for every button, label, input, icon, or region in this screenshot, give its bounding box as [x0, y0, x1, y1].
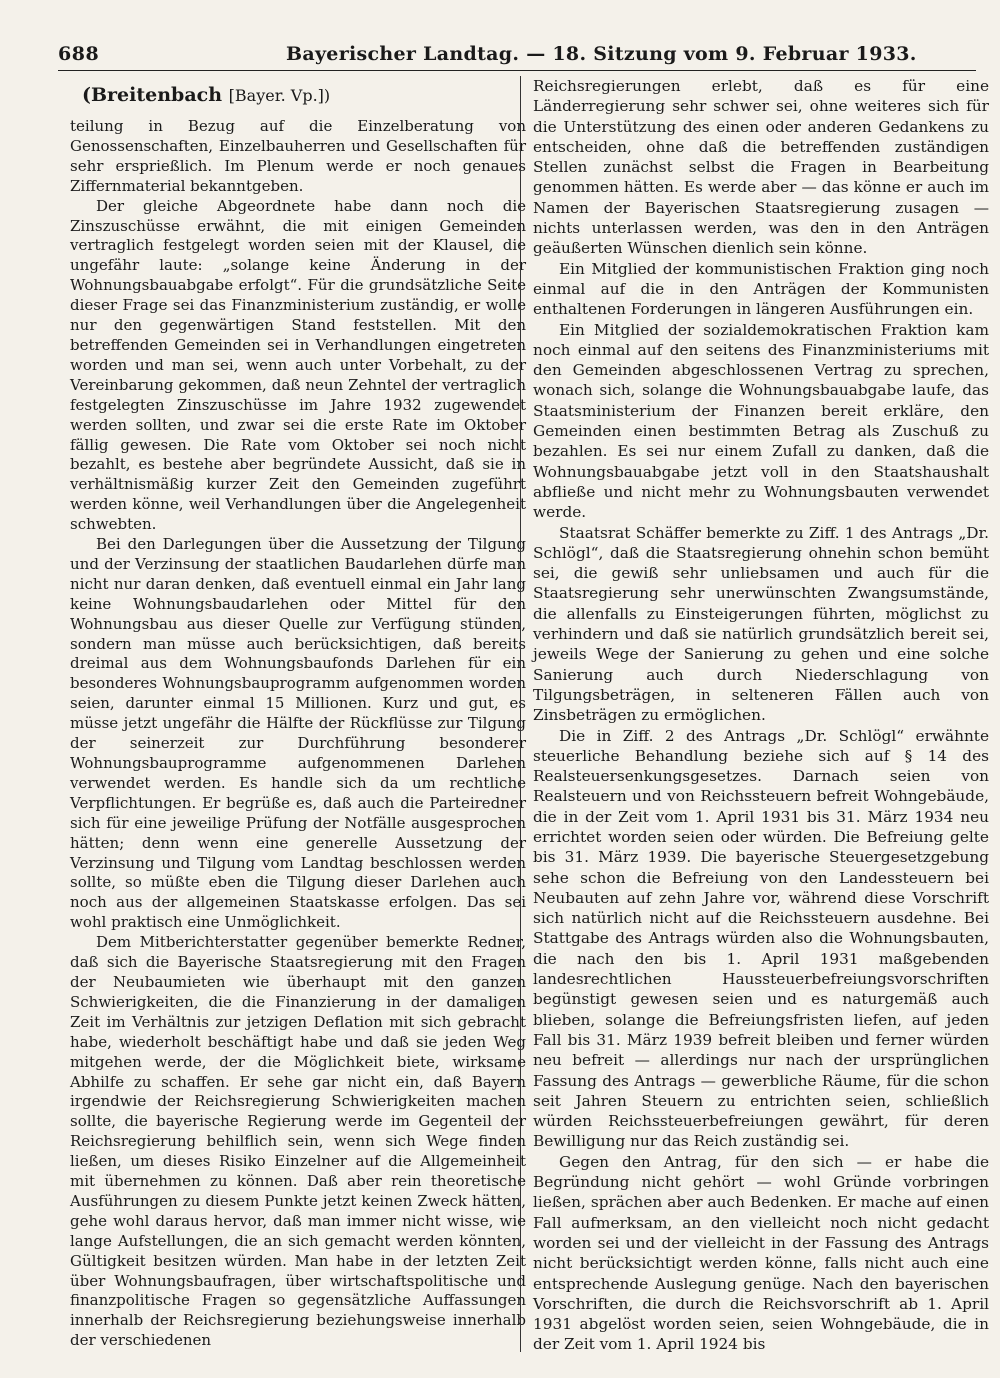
paragraph: Ein Mitglied der kommunistischen Fraktion ging noch einmal auf die in den Anträgen der Kommunisten enthaltenen Forderungen in längeren Ausführungen ein.	[533, 259, 989, 319]
paragraph: teilung in Bezug auf die Einzelberatung von Genossenschaften, Einzelbauherren und Gesellschaften für sehr ersprießlich. Im Plenum werde er noch genaues Ziffernmaterial bekanntgeben.	[70, 117, 526, 195]
speaker-party: [Bayer. Vp.])	[228, 86, 331, 105]
right-column	[533, 76, 989, 1355]
paragraph: Bei den Darlegungen über die Aussetzung der Tilgung und der Verzinsung der staatlichen Baudarlehen dürfe man nicht nur daran denken, daß eventuell einmal ein Jahr lang keine Wohnungsbaudarlehen oder Mittel für den Wohnungsbau aus dieser Quelle zur Verfügung stünden, sondern man müsse auch berücksichtigen, daß bereits dreimal aus dem Wohnungsbaufonds Darlehen für ein besonderes Wohnungsbauprogramm aufgenommen worden seien, darunter einmal 15 Millionen. Kurz und gut, es müsse jetzt ungefähr die Hälfte der Rückflüsse zur Tilgung der seinerzeit zur Durchführung besonderer Wohnungsbauprogramme aufgenommenen Darlehen verwendet werden. Es handle sich da um rechtliche Verpflichtungen. Er begrüße es, daß auch die Parteiredner sich für eine jeweilige Prüfung der Notfälle ausgesprochen hätten; denn wenn eine generelle Aussetzung der Verzinsung und Tilgung vom Landtag beschlossen werden sollte, so müßte eben die Tilgung dieser Darlehen auch noch aus der allgemeinen Staatskasse erfolgen. Das sei wohl praktisch eine Unmöglichkeit.	[70, 535, 526, 932]
paragraph: Dem Mitberichterstatter gegenüber bemerkte Redner, daß sich die Bayerische Staatsregierung mit den Fragen der Neubaumieten wie überhaupt mit den ganzen Schwierigkeiten, die die Finanzierung in der damaligen Zeit im Verhältnis zur jetzigen Deflation mit sich gebracht habe, wiederholt beschäftigt habe und daß sie jeden Weg mitgehen werde, der die Möglichkeit biete, wirksame Abhilfe zu schaffen. Er sehe gar nicht ein, daß Bayern irgendwie der Reichsregierung Schwierigkeiten machen sollte, die bayerische Regierung werde im Gegenteil der Reichsregierung behilflich sein, wenn sich Wege finden ließen, um dieses Risiko Einzelner auf die Allgemeinheit mit übernehmen zu können. Daß aber rein theoretische Ausführungen zu diesem Punkte jetzt keinen Zweck hätten, gehe wohl daraus hervor, daß man immer nicht wisse, wie lange Aufstellungen, die an sich gemacht werden könnten, Gültigkeit besitzen würden. Man habe in der letzten Zeit über Wohnungsbaufragen, über wirtschaftspolitische und finanzpolitische Fragen so gegensätzliche Auffassungen innerhalb der Reichsregierung beziehungsweise innerhalb der verschiedenen	[70, 933, 526, 1350]
paragraph: Reichsregierungen erlebt, daß es für eine Länderregierung sehr schwer sei, ohne weiteres sich für die Unterstützung des einen oder anderen Gedankens zu entscheiden, ohne daß die betreffenden zuständigen Stellen zunächst selbst die Fragen in Bearbeitung genommen hätten. Es werde aber — das könne er auch im Namen der Bayerischen Staatsregierung zusagen — nichts unterlassen werden, was den in den Anträgen geäußerten Wünschen dienlich sein könne.	[533, 77, 989, 258]
running-head: Bayerischer Landtag. — 18. Sitzung vom 9. Februar 1933.	[286, 43, 917, 65]
header-rule	[58, 70, 976, 71]
paragraph: Der gleiche Abgeordnete habe dann noch die Zinszuschüsse erwähnt, die mit einigen Gemeinden vertraglich festgelegt worden seien mit der Klausel, die ungefähr laute: „solange keine Änderung in der Wohnungsbauabgabe erfolgt“. Für die grundsätzliche Seite dieser Frage sei das Finanzministerium zuständig, er wolle nur den gegenwärtigen Stand feststellen. Mit den betreffenden Gemeinden sei in Verhandlungen eingetreten worden und man sei, wenn auch unter Vorbehalt, zu der Vereinbarung gekommen, daß neun Zehntel der vertraglich festgelegten Zinszuschüsse im Jahre 1932 zugewendet werden sollten, und zwar sei die erste Rate im Oktober fällig gewesen. Die Rate vom Oktober sei noch nicht bezahlt, es bestehe aber begründete Aussicht, daß sie in verhältnismäßig kurzer Zeit den Gemeinden zugeführt werden könne, weil Verhandlungen über die Angelegenheit schwebten.	[70, 196, 526, 534]
column-divider	[520, 76, 521, 1352]
left-column	[70, 76, 526, 1351]
page-number: 688	[58, 43, 100, 65]
speaker-name: (Breitenbach	[82, 84, 223, 106]
paragraph: Staatsrat Schäffer bemerkte zu Ziff. 1 des Antrags „Dr. Schlögl“, daß die Staatsregierung ohnehin schon bemüht sei, die gewiß sehr unliebsamen und auch für die Staatsregierung sehr unerwünschten Zwangsumstände, die allenfalls zu Einsteigerungen führten, möglichst zu verhindern und daß sie natürlich grundsätzlich bereit sei, jeweils Wege der Sanierung zu gehen und eine solche Sanierung auch durch Niederschlagung von Tilgungsbeträgen, in selteneren Fällen auch von Zinsbeträgen zu ermöglichen.	[533, 523, 989, 725]
speaker-heading	[82, 80, 526, 111]
paragraph: Ein Mitglied der sozialdemokratischen Fraktion kam noch einmal auf den seitens des Finanzministeriums mit den Gemeinden abgeschlossenen Vertrag zu sprechen, wonach sich, solange die Wohnungsbauabgabe laufe, das Staatsministerium der Finanzen bereit erkläre, den Gemeinden einen bestimmten Betrag als Zuschuß zu bezahlen. Es sei nur einem Zufall zu danken, daß die Wohnungsbauabgabe jetzt voll in den Staatshaushalt abfließe und nicht mehr zu Wohnungsbauten verwendet werde.	[533, 320, 989, 522]
paragraph: Die in Ziff. 2 des Antrags „Dr. Schlögl“ erwähnte steuerliche Behandlung beziehe sich auf § 14 des Realsteuersenkungsgesetzes. Darnach seien von Realsteuern und von Reichssteuern befreit Wohngebäude, die in der Zeit vom 1. April 1931 bis 31. März 1934 neu errichtet worden seien oder würden. Die Befreiung gelte bis 31. März 1939. Die bayerische Steuergesetzgebung sehe schon die Befreiung von den Landessteuern bei Neubauten auf zehn Jahre vor, während diese Vorschrift sich natürlich nicht auf die Reichssteuern ausdehne. Bei Stattgabe des Antrags würden also die Wohnungsbauten, die nach den bis 1. April 1931 maßgebenden landesrechtlichen Haussteuerbefreiungsvorschriften begünstigt gewesen seien und es naturgemäß auch blieben, solange die Befreiungsfristen liefen, auf jeden Fall bis 31. März 1939 befreit bleiben und ferner würden neu befreit — allerdings nur nach der ursprünglichen Fassung des Antrags — gewerbliche Räume, für die schon seit Jahren Steuern zu entrichten seien, schließlich würden Reichssteuerbefreiungen gewährt, für deren Bewilligung nur das Reich zuständig sei.	[533, 726, 989, 1151]
paragraph: Gegen den Antrag, für den sich — er habe die Begründung nicht gehört — wohl Gründe vorbringen ließen, sprächen aber auch Bedenken. Er mache auf einen Fall aufmerksam, an den vielleicht noch nicht gedacht worden sei und der vielleicht in der Fassung des Antrags nicht berücksichtigt werden könne, falls nicht auch eine entsprechende Auslegung genüge. Nach den bayerischen Vorschriften, die durch die Reichsvorschrift ab 1. April 1931 abgelöst worden seien, seien Wohngebäude, die in der Zeit vom 1. April 1924 bis	[533, 1152, 989, 1354]
